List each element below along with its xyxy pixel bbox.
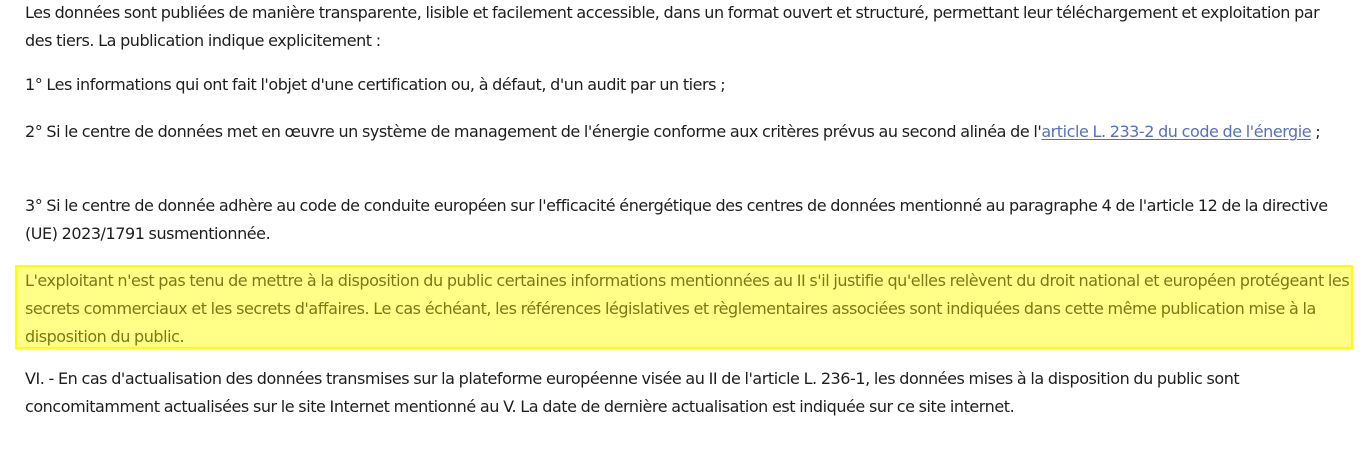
paragraph-item-2 [0, 118, 1343, 146]
paragraph-intro: Les données sont publiées de manière transparente, lisible et facilement accessible, dans un format ouvert et structuré, permettant leur téléchargement et exploitation par des tiers. La publication indique explicitement : [25, 3, 1320, 50]
highlighted-passage [15, 265, 1353, 349]
item-2-text-before-link: 2° Si le centre de données met en œuvre un système de management de l'énergie conforme aux critères prévus au second alinéa de l' [25, 122, 1042, 141]
paragraph-item-3: 3° Si le centre de donnée adhère au code de conduite européen sur l'efficacité énergétique des centres de données mentionné au paragraphe 4 de l'article 12 de la directive (UE) 2023/1791 susmentionnée. [25, 196, 1328, 243]
item-2-text-after-link: ; [1311, 122, 1321, 141]
paragraph-item-1: 1° Les informations qui ont fait l'objet d'une certification ou, à défaut, d'un audit par un tiers ; [25, 75, 726, 94]
highlighted-paragraph: L'exploitant n'est pas tenu de mettre à la disposition du public certaines informations mentionnées au II s'il justifie qu'elles relèvent du droit national et européen protégeant les secrets commerciaux et les secrets d'affaires. Le cas échéant, les références législatives et règlementaires associées sont indiquées dans cette même publication mise à la disposition du public. [25, 271, 1350, 346]
code-energie-article-link[interactable]: article L. 233-2 du code de l'énergie [1041, 122, 1312, 141]
paragraph-section-vi: VI. - En cas d'actualisation des données transmises sur la plateforme européenne visée au II de l'article L. 236-1, les données mises à la disposition du public sont concomitamment actualisées sur le site Internet mentionné au V. La date de dernière actualisation est indiquée sur ce site internet. [25, 369, 1240, 416]
